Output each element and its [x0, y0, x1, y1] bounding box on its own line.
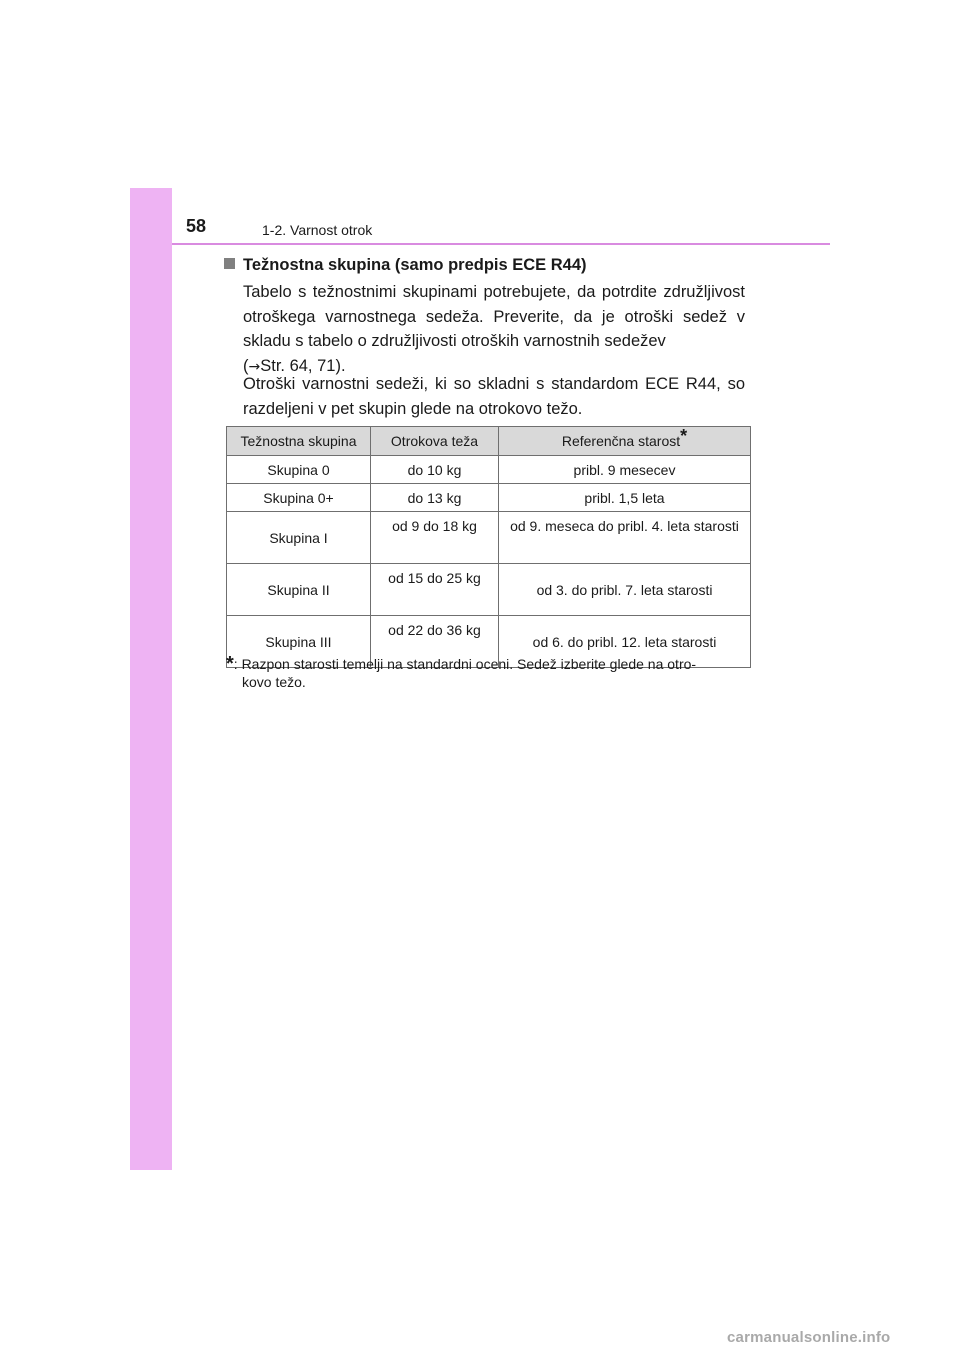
footnote-line-2: kovo težo. [242, 674, 306, 690]
header-weight-group: Težnostna skupina [227, 427, 371, 456]
header-child-weight: Otrokova teža [371, 427, 499, 456]
cell-weight: do 13 kg [371, 484, 499, 512]
section-heading [224, 254, 587, 276]
page-reference-link[interactable]: Str. 64, 71). [260, 356, 346, 375]
table-row [227, 456, 751, 484]
cell-weight: od 22 do 36 kg [371, 616, 499, 668]
header-reference-age-text: Referenčna starost [561, 433, 681, 449]
footnote-text-1: : Razpon starosti temelji na standardni oceni. Sedež izberite glede na otro- [233, 656, 697, 672]
cell-weight: do 10 kg [371, 456, 499, 484]
paragraph-compatibility [243, 280, 745, 379]
cell-group: Skupina II [227, 564, 371, 616]
side-tab-strip [130, 188, 172, 1170]
footnote-line-1 [226, 655, 744, 673]
table-footnote [226, 655, 744, 691]
heading-text: Težnostna skupina (samo predpis ECE R44) [243, 256, 587, 274]
cell-group: Skupina 0+ [227, 484, 371, 512]
header-reference-age [499, 427, 751, 456]
bullet-square-icon [224, 258, 235, 269]
cell-age: pribl. 1,5 leta [499, 484, 751, 512]
header-divider [172, 243, 830, 245]
reference-arrow-icon: → [248, 358, 261, 375]
page-number: 58 [186, 216, 207, 236]
cell-weight: od 9 do 18 kg [371, 512, 499, 564]
footnote-marker-icon: * [226, 653, 234, 675]
cell-age: pribl. 9 mesecev [499, 456, 751, 484]
paragraph-groups: Otroški varnostni sedeži, ki so skladni s standardom ECE R44, so razdeljeni v pet skupin glede na otrokovo težo. [243, 375, 745, 418]
site-watermark: carmanualsonline.info [727, 1329, 891, 1346]
table-row [227, 484, 751, 512]
section-title: 1-2. Varnost otrok [262, 222, 373, 238]
cell-age: od 6. do pribl. 12. leta starosti [499, 616, 751, 668]
weight-group-table [226, 426, 751, 668]
cell-group: Skupina III [227, 616, 371, 668]
cell-weight: od 15 do 25 kg [371, 564, 499, 616]
table-header-row [227, 427, 751, 456]
table-row [227, 512, 751, 564]
cell-age: od 9. meseca do pribl. 4. leta starosti [499, 512, 751, 564]
footnote-star-icon: * [680, 426, 688, 446]
table-row [227, 564, 751, 616]
cell-group: Skupina I [227, 512, 371, 564]
paragraph-compatibility-text: Tabelo s težnostnimi skupinami potrebujete, da potrdite združljivost otroškega varnostnega sedeža. Preverite, da je otroški sedež v skladu s tabelo o združljivosti otroških varnostnih sedežev [243, 283, 745, 350]
cell-age: od 3. do pribl. 7. leta starosti [499, 564, 751, 616]
reference-open-paren: ( [243, 356, 249, 375]
cell-group: Skupina 0 [227, 456, 371, 484]
